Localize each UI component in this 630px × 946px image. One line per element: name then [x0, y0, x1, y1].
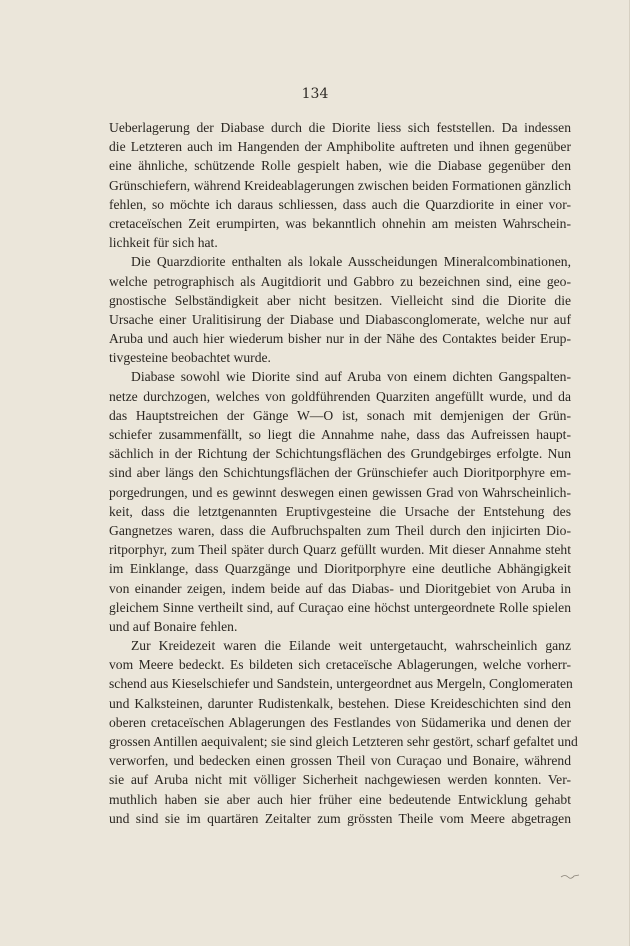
text-line: sächlich in der Richtung der Schichtungsflächen des Grundgebirges erfolgte. Nun — [109, 446, 571, 462]
text-line: muthlich haben sie aber auch hier früher eine bedeutende Entwicklung gehabt — [109, 791, 571, 807]
text-line: oberen cretaceïschen Ablagerungen des Festlandes von Südamerika und denen der — [109, 714, 571, 730]
text-line: sie auf Aruba nicht mit völliger Sicherheit nachgewiesen werden konnten. Ver- — [109, 772, 571, 788]
text-line: keit, dass die letztgenannten Eruptivgesteine die Ursache der Entstehung des — [109, 503, 571, 519]
body-text — [109, 118, 578, 828]
text-line: porgedrungen, und es gewinnt deswegen einen gewissen Grad von Wahrscheinlich- — [109, 484, 571, 500]
text-line: schend aus Kieselschiefer und Sandstein, untergeordnet aus Mergeln, Conglomeraten — [109, 676, 573, 692]
text-line: und Kalksteinen, darunter Rudistenkalk, bestehen. Diese Kreideschichten sind den — [109, 695, 571, 711]
text-line: verworfen, und bedecken einen grossen Theil von Curaçao und Bonaire, während — [109, 753, 571, 769]
text-line: Zur Kreidezeit waren die Eilande weit untergetaucht, wahrscheinlich ganz — [131, 638, 571, 654]
page-number: 134 — [301, 86, 329, 102]
text-line: Diabase sowohl wie Diorite sind auf Aruba von einem dichten Gangspalten- — [131, 369, 571, 385]
text-line: ritporphyr, zum Theil später durch Quarz gefüllt wurden. Mit dieser Annahme steht — [109, 542, 571, 558]
text-line: die Letzteren auch im Hangenden der Amphibolite auftreten und ihnen gegenüber — [109, 139, 571, 155]
text-line: Grünschiefern, während Kreideablagerungen zwischen beiden Formationen gänzlich — [109, 177, 571, 193]
pencil-mark-icon — [560, 872, 580, 880]
text-line: netze durchzogen, welches von goldführenden Quarziten angefüllt wurde, und da — [109, 388, 571, 404]
text-line: gleichem Sinne vertheilt sind, auf Curaçao eine höchst untergeordnete Rolle spielen — [109, 599, 571, 615]
text-line: grossen Antillen aequivalent; sie sind gleich Letzteren sehr gestört, scharf gefaltet und — [109, 734, 578, 749]
text-line: schiefer zusammenfällt, so liegt die Annahme nahe, dass das Aufreissen haupt- — [109, 427, 571, 442]
text-line: und sind sie im quartären Zeitalter zum grössten Theile vom Meere abgetragen — [109, 810, 571, 826]
text-line: tivgesteine beobachtet wurde. — [109, 350, 271, 366]
text-line: Ursache einer Uralitisirung der Diabase und Diabasconglomerate, welche nur auf — [109, 311, 571, 327]
text-line: welche petrographisch als Augitdiorit und Gabbro zu bezeichnen sind, eine geo- — [109, 273, 571, 289]
text-line: im Einklange, dass Quarzgänge und Dioritporphyre eine deutliche Abhängigkeit — [109, 561, 571, 577]
text-line: das Hauptstreichen der Gänge W—O ist, sonach mit demjenigen der Grün- — [109, 407, 571, 423]
text-line: sind aber längs den Schichtungsflächen der Grünschiefer auch Dioritporphyre em- — [109, 465, 571, 481]
text-line: Ueberlagerung der Diabase durch die Diorite liess sich feststellen. Da indessen — [109, 120, 571, 135]
text-line: cretaceïschen Zeit erumpirten, was bekanntlich ohnehin am meisten Wahrschein- — [109, 215, 571, 231]
text-line: und auf Bonaire fehlen. — [109, 618, 238, 634]
text-line: von einander zeigen, indem beide auf das Diabas- und Dioritgebiet von Aruba in — [109, 580, 571, 596]
text-line: fehlen, so möchte ich daraus schliessen, dass auch die Quarzdiorite in einer vor- — [109, 196, 571, 212]
text-line: lichkeit für sich hat. — [109, 235, 218, 251]
text-line: eine ähnliche, schützende Rolle gespielt haben, wie die Diabase gegenüber den — [109, 158, 571, 174]
text-line: Gangnetzes waren, dass die Aufbruchspalten zum Theil durch den injicirten Dio- — [109, 522, 571, 538]
text-line: Aruba und auch hier wiederum bisher nur in der Nähe des Contaktes beider Erup- — [109, 331, 571, 347]
text-line: gnostische Selbständigkeit aber nicht besitzen. Vielleicht sind die Diorite die — [109, 292, 571, 308]
text-line: vom Meere bedeckt. Es bildeten sich cretaceïsche Ablagerungen, welche vorherr- — [109, 657, 571, 673]
text-line: Die Quarzdiorite enthalten als lokale Ausscheidungen Mineralcombinationen, — [131, 254, 571, 270]
